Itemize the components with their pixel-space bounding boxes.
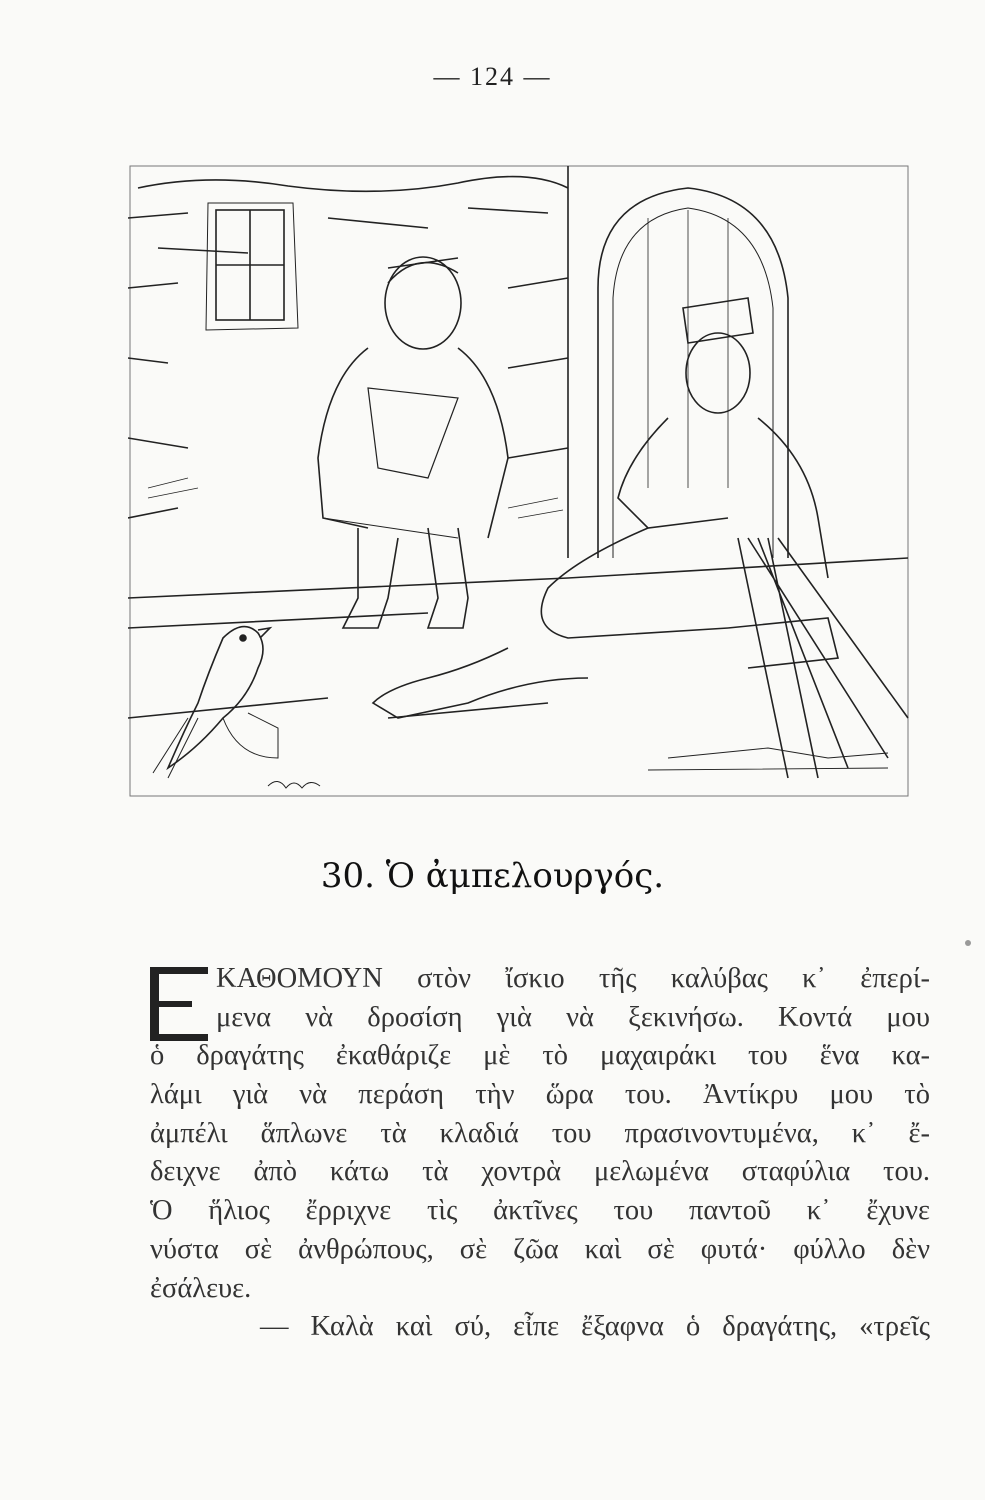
text-line-3: ὁ δραγάτης ἐκαθάριζε μὲ τὸ μαχαιράκι του ἕνα κα- [150, 1040, 930, 1072]
text-line-6: δειχνε ἀπὸ κάτω τὰ χοντρὰ μελωμένα σταφύλια του. [150, 1156, 930, 1188]
page-number: — 124 — [433, 62, 552, 91]
chapter-caption: 30. Ὁ ἀμπελουργός. [320, 856, 665, 896]
text-line-10: — Καλὰ καὶ σύ, εἶπε ἔξαφνα ὁ δραγάτης, «τρεῖς [260, 1311, 930, 1343]
chapter-text [150, 960, 930, 1347]
illustration [128, 158, 910, 798]
text-line-5: ἀμπέλι ἅπλωνε τὰ κλαδιά του πρασινοντυμένα, κ᾽ ἔ- [150, 1117, 930, 1149]
text-line-7: Ὁ ἥλιος ἔρριχνε τὶς ἀκτῖνες του παντοῦ κ᾽ ἔχυνε [150, 1195, 930, 1227]
text-line-4: λάμι γιὰ νὰ περάση τὴν ὥρα του. Ἀντίκρυ μου τὸ [150, 1079, 930, 1111]
vineyard-scene-drawing [128, 158, 910, 798]
text-line-8: νύστα σὲ ἀνθρώπους, σὲ ζῶα καὶ σὲ φυτά· φύλλο δὲν [150, 1233, 930, 1265]
text-line-9: ἐσάλευε. [150, 1272, 252, 1304]
text-line-2: μενα νὰ δροσίση γιὰ νὰ ξεκινήσω. Κοντά μου [216, 1001, 930, 1033]
text-line-1: ΚΑΘΟΜΟΥΝ στὸν ἴσκιο τῆς καλύβας κ᾽ ἐπερί- [216, 963, 930, 994]
paper-mark [965, 940, 971, 946]
